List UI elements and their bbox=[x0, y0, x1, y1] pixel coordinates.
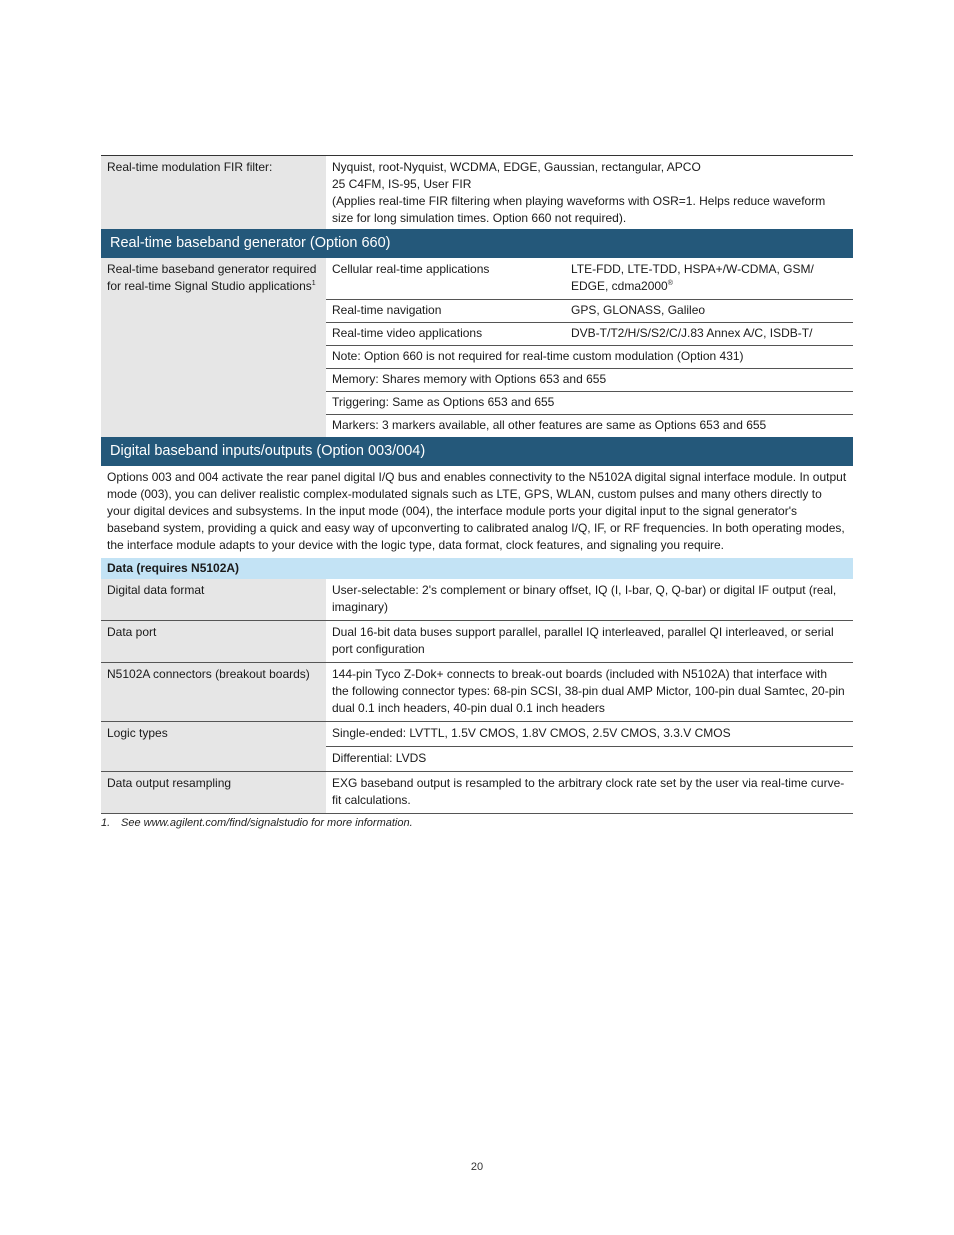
data-port-value: Dual 16-bit data buses support parallel, parallel IQ interleaved, parallel QI interleaved, or serial port configuration bbox=[326, 621, 853, 663]
triggering-note: Triggering: Same as Options 653 and 655 bbox=[326, 392, 853, 415]
data-table-header bbox=[101, 558, 853, 579]
logic-types-label: Logic types bbox=[101, 722, 326, 772]
video-name: Real-time video applications bbox=[326, 323, 565, 346]
page-content bbox=[101, 155, 853, 829]
logic-differential: Differential: LVDS bbox=[326, 747, 853, 772]
table-row bbox=[101, 772, 853, 814]
digital-data-format-label: Digital data format bbox=[101, 579, 326, 621]
section-003-heading: Digital baseband inputs/outputs (Option 003/004) bbox=[101, 437, 853, 466]
option-660-label bbox=[101, 258, 326, 437]
cellular-value-text: LTE-FDD, LTE-TDD, HSPA+/W-CDMA, GSM/ EDGE, cdma2000 bbox=[571, 262, 814, 293]
footnote-number: 1. bbox=[101, 817, 111, 829]
data-port-label: Data port bbox=[101, 621, 326, 663]
section-660-heading: Real-time baseband generator (Option 660) bbox=[101, 229, 853, 258]
fir-value-line1: Nyquist, root-Nyquist, WCDMA, EDGE, Gaussian, rectangular, APCO bbox=[332, 160, 701, 174]
navigation-name: Real-time navigation bbox=[326, 300, 565, 323]
cellular-value bbox=[565, 258, 853, 300]
resampling-value: EXG baseband output is resampled to the arbitrary clock rate set by the user via real-time curve-fit calculations. bbox=[326, 772, 853, 814]
fir-table bbox=[101, 155, 853, 229]
fir-value bbox=[326, 156, 853, 230]
memory-note: Memory: Shares memory with Options 653 and 655 bbox=[326, 369, 853, 392]
connectors-value: 144-pin Tyco Z-Dok+ connects to break-out boards (included with N5102A) that interface with the following connector types: 68-pin SCSI, 38-pin dual AMP Mictor, 100-pin dual Samtec, 20-pin dual 0.1 inch headers, 40-pin dual 0.1 inch headers bbox=[326, 663, 853, 722]
navigation-value: GPS, GLONASS, Galileo bbox=[565, 300, 853, 323]
table-row bbox=[101, 258, 853, 300]
data-table bbox=[101, 558, 853, 814]
logic-single-ended: Single-ended: LVTTL, 1.5V CMOS, 1.8V CMOS, 2.5V CMOS, 3.3.V CMOS bbox=[326, 722, 853, 747]
note-660: Note: Option 660 is not required for real-time custom modulation (Option 431) bbox=[326, 346, 853, 369]
table-row bbox=[101, 722, 853, 747]
page-number: 20 bbox=[470, 1161, 484, 1173]
data-table-header-label: Data (requires N5102A) bbox=[101, 558, 853, 579]
fir-value-note: (Applies real-time FIR filtering when playing waveforms with OSR=1. Helps reduce waveform size for long simulation times. Option 660 not required). bbox=[332, 194, 826, 225]
fir-row bbox=[101, 156, 853, 230]
option-660-label-text: Real-time baseband generator required for real-time Signal Studio applications bbox=[107, 262, 317, 293]
video-value: DVB-T/T2/H/S/S2/C/J.83 Annex A/C, ISDB-T/ bbox=[565, 323, 853, 346]
connectors-label: N5102A connectors (breakout boards) bbox=[101, 663, 326, 722]
section-003-intro: Options 003 and 004 activate the rear panel digital I/Q bus and enables connectivity to the N5102A digital signal interface module. In output mode (003), you can deliver realistic complex-modulated signals such as LTE, GPS, WLAN, custom pulses and many others directly to your digital devices and subsystems. In the input mode (004), the interface module ports your digital input to the signal generator's baseband system, providing a quick and easy way of upconverting to calibrated analog I/Q, IF, or RF frequencies. In both operating modes, the interface module adapts to your device with the logic type, data format, clock features, and signaling you require. bbox=[107, 470, 847, 552]
table-row bbox=[101, 663, 853, 722]
footnote-ref: 1 bbox=[311, 280, 316, 287]
footnote bbox=[101, 817, 853, 829]
fir-value-line2: 25 C4FM, IS-95, User FIR bbox=[332, 177, 472, 191]
footnote-text: See www.agilent.com/find/signalstudio for more information. bbox=[121, 817, 413, 829]
digital-data-format-value: User-selectable: 2's complement or binary offset, IQ (I, I-bar, Q, Q-bar) or digital IF output (real, imaginary) bbox=[326, 579, 853, 621]
table-row bbox=[101, 621, 853, 663]
option-660-table bbox=[101, 258, 853, 437]
fir-label: Real-time modulation FIR filter: bbox=[101, 156, 326, 230]
table-row bbox=[101, 579, 853, 621]
resampling-label: Data output resampling bbox=[101, 772, 326, 814]
registered-mark: ® bbox=[667, 280, 673, 287]
markers-note: Markers: 3 markers available, all other features are same as Options 653 and 655 bbox=[332, 418, 767, 432]
cellular-name: Cellular real-time applications bbox=[326, 258, 565, 300]
